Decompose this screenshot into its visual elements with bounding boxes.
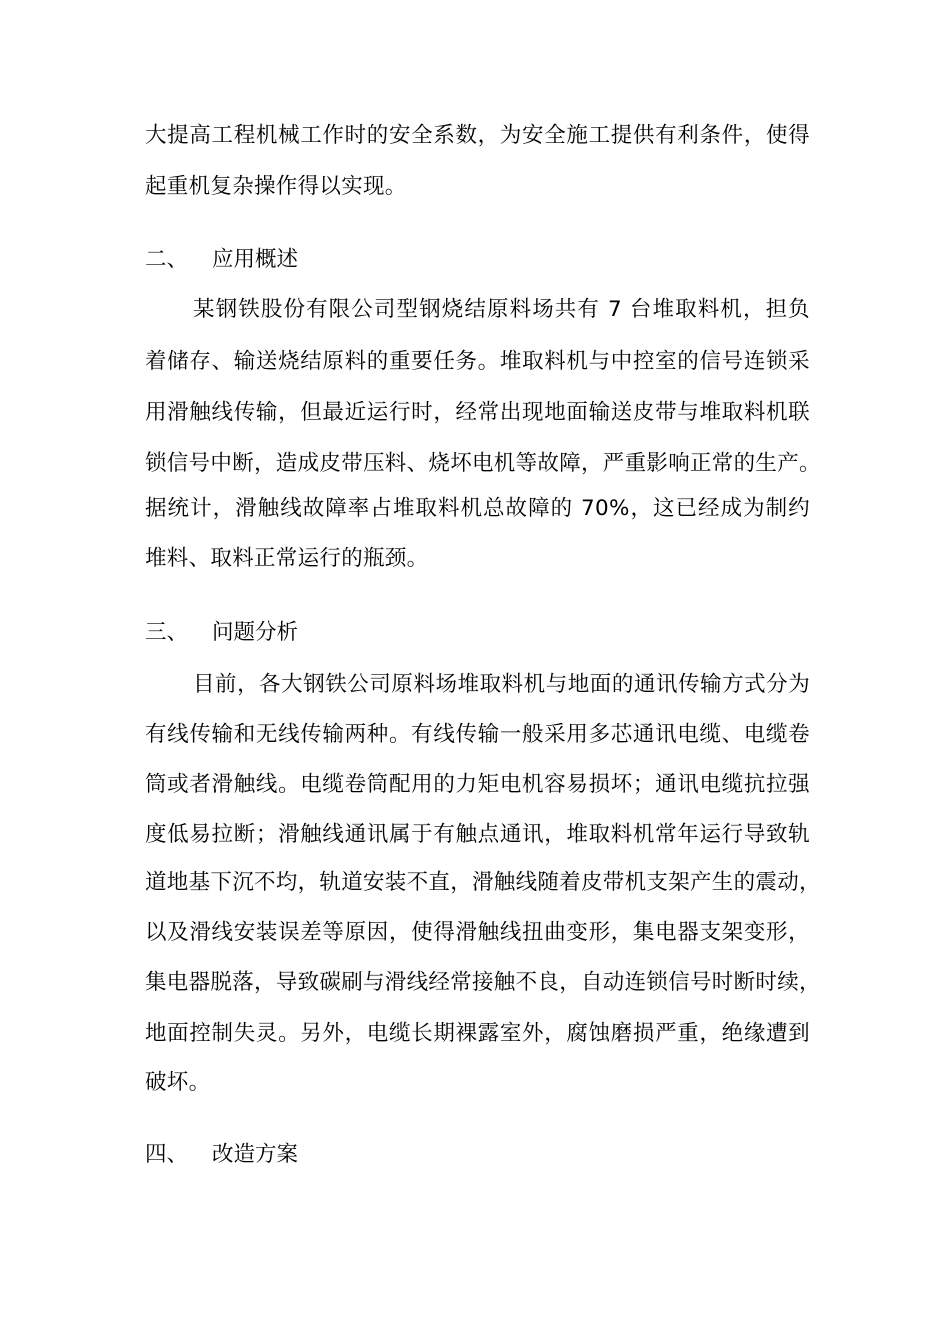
section-3-line-8: 地面控制失灵。另外，电缆长期裸露室外，腐蚀磨损严重，绝缘遭到 [145,1021,810,1046]
section-4-title: 改造方案 [212,1142,299,1167]
section-2-line-6: 堆料、取料正常运行的瓶颈。 [145,546,429,571]
section-2-line-1: 某钢铁股份有限公司型钢烧结原料场共有 7 台堆取料机，担负 [193,297,810,322]
section-2-line-3: 用滑触线传输，但最近运行时，经常出现地面输送皮带与堆取料机联 [145,400,810,425]
section-3-line-5: 道地基下沉不均，轨道安装不直，滑触线随着皮带机支架产生的震动， [145,870,821,895]
section-4-number: 四、 [145,1142,189,1167]
section-3-line-9: 破坏。 [145,1070,211,1095]
section-2-line-5: 据统计，滑触线故障率占堆取料机总故障的 70%，这已经成为制约 [145,496,810,521]
section-3-title: 问题分析 [212,620,299,645]
section-2-number: 二、 [145,247,189,272]
section-3-line-2: 有线传输和无线传输两种。有线传输一般采用多芯通讯电缆、电缆卷 [145,722,810,747]
section-2-line-2: 着储存、输送烧结原料的重要任务。堆取料机与中控室的信号连锁采 [145,349,810,374]
intro-line-2: 起重机复杂操作得以实现。 [145,174,407,199]
section-3-number: 三、 [145,620,189,645]
section-3-line-1: 目前，各大钢铁公司原料场堆取料机与地面的通讯传输方式分为 [193,672,810,697]
section-2-line-4: 锁信号中断，造成皮带压料、烧坏电机等故障，严重影响正常的生产。 [145,451,821,476]
section-3-line-7: 集电器脱落，导致碳刷与滑线经常接触不良，自动连锁信号时断时续， [145,970,821,995]
section-3-line-6: 以及滑线安装误差等原因，使得滑触线扭曲变形，集电器支架变形， [145,920,810,945]
section-2-title: 应用概述 [212,247,299,272]
section-3-line-4: 度低易拉断；滑触线通讯属于有触点通讯，堆取料机常年运行导致轨 [145,822,810,847]
section-3-line-3: 筒或者滑触线。电缆卷筒配用的力矩电机容易损坏；通讯电缆抗拉强 [145,772,810,797]
intro-line-1: 大提高工程机械工作时的安全系数，为安全施工提供有利条件，使得 [145,123,810,148]
